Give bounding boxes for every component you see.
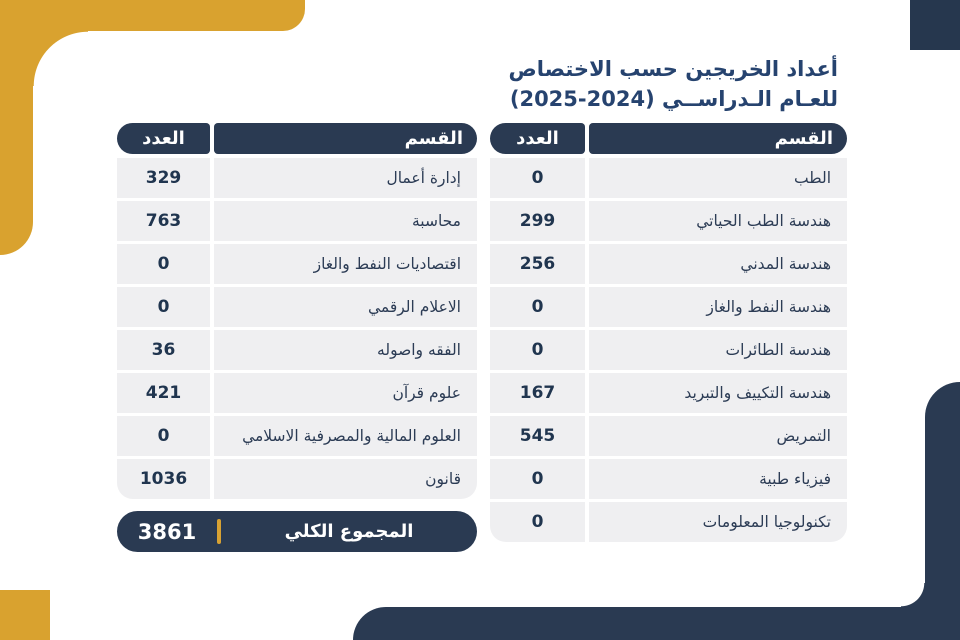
total-pill [117, 511, 477, 552]
table-row [117, 201, 477, 241]
count-header: العدد [490, 123, 585, 154]
department-cell: اقتصاديات النفط والغاز [214, 244, 477, 284]
count-cell: 421 [117, 373, 210, 413]
table-row [490, 244, 847, 284]
department-cell: هندسة التكييف والتبريد [589, 373, 847, 413]
top-right-accent-block [910, 0, 960, 50]
department-cell: محاسبة [214, 201, 477, 241]
total-value: 3861 [137, 519, 197, 544]
department-cell: التمريض [589, 416, 847, 456]
department-cell: هندسة الطائرات [589, 330, 847, 370]
corner-decoration-top-left-fillet [33, 31, 88, 86]
right-table-body [490, 158, 847, 542]
left-table [117, 123, 477, 502]
count-cell: 0 [117, 416, 210, 456]
table-row [490, 287, 847, 327]
table-row [117, 158, 477, 198]
table-row [490, 416, 847, 456]
count-cell: 36 [117, 330, 210, 370]
department-cell: هندسة النفط والغاز [589, 287, 847, 327]
page-title-line2 [509, 84, 838, 114]
corner-decoration-bottom-right-strip [925, 382, 960, 640]
department-cell: هندسة المدني [589, 244, 847, 284]
table-row [490, 373, 847, 413]
page-title-line1: أعداد الخريجين حسب الاختصاص [508, 57, 838, 81]
department-cell: علوم قرآن [214, 373, 477, 413]
department-cell: هندسة الطب الحياتي [589, 201, 847, 241]
table-row [490, 158, 847, 198]
department-cell: قانون [214, 459, 477, 499]
right-table-header [490, 123, 847, 154]
count-header: العدد [117, 123, 210, 154]
left-table-header [117, 123, 477, 154]
academic-year-prefix: للعـام الـدراســي [661, 87, 838, 111]
table-row [490, 459, 847, 499]
corner-decoration-top-left-strip [0, 0, 33, 255]
department-cell: إدارة أعمال [214, 158, 477, 198]
count-cell: 0 [490, 158, 585, 198]
count-cell: 0 [490, 459, 585, 499]
department-header-label: القسم [404, 128, 463, 149]
table-row [490, 201, 847, 241]
count-cell: 0 [490, 502, 585, 542]
table-row [117, 287, 477, 327]
table-row [117, 416, 477, 456]
department-cell: الاعلام الرقمي [214, 287, 477, 327]
total-label: المجموع الكلي [284, 521, 414, 542]
table-row [117, 330, 477, 370]
count-cell: 0 [117, 287, 210, 327]
count-cell: 256 [490, 244, 585, 284]
table-row [117, 244, 477, 284]
count-cell: 763 [117, 201, 210, 241]
right-table [490, 123, 847, 545]
count-cell: 545 [490, 416, 585, 456]
corner-decoration-bottom-right-band [353, 607, 960, 640]
department-cell: الطب [589, 158, 847, 198]
department-header-label: القسم [774, 128, 833, 149]
count-cell: 329 [117, 158, 210, 198]
corner-decoration-bottom-right-fillet [901, 583, 925, 607]
department-header [589, 123, 847, 154]
department-cell: تكنولوجيا المعلومات [589, 502, 847, 542]
department-cell: الفقه واصوله [214, 330, 477, 370]
count-cell: 1036 [117, 459, 210, 499]
department-cell: العلوم المالية والمصرفية الاسلامي [214, 416, 477, 456]
left-table-body [117, 158, 477, 499]
count-cell: 0 [490, 330, 585, 370]
page-title [509, 54, 838, 114]
count-cell: 0 [490, 287, 585, 327]
corner-decoration-top-left-band [0, 0, 305, 31]
table-row [490, 502, 847, 542]
bottom-left-accent-block [0, 590, 50, 640]
count-cell: 167 [490, 373, 585, 413]
department-cell: فيزياء طبية [589, 459, 847, 499]
count-cell: 0 [117, 244, 210, 284]
academic-year: (2025-2024) [509, 87, 655, 111]
table-row [117, 459, 477, 499]
count-cell: 299 [490, 201, 585, 241]
department-header [214, 123, 477, 154]
table-row [490, 330, 847, 370]
table-row [117, 373, 477, 413]
